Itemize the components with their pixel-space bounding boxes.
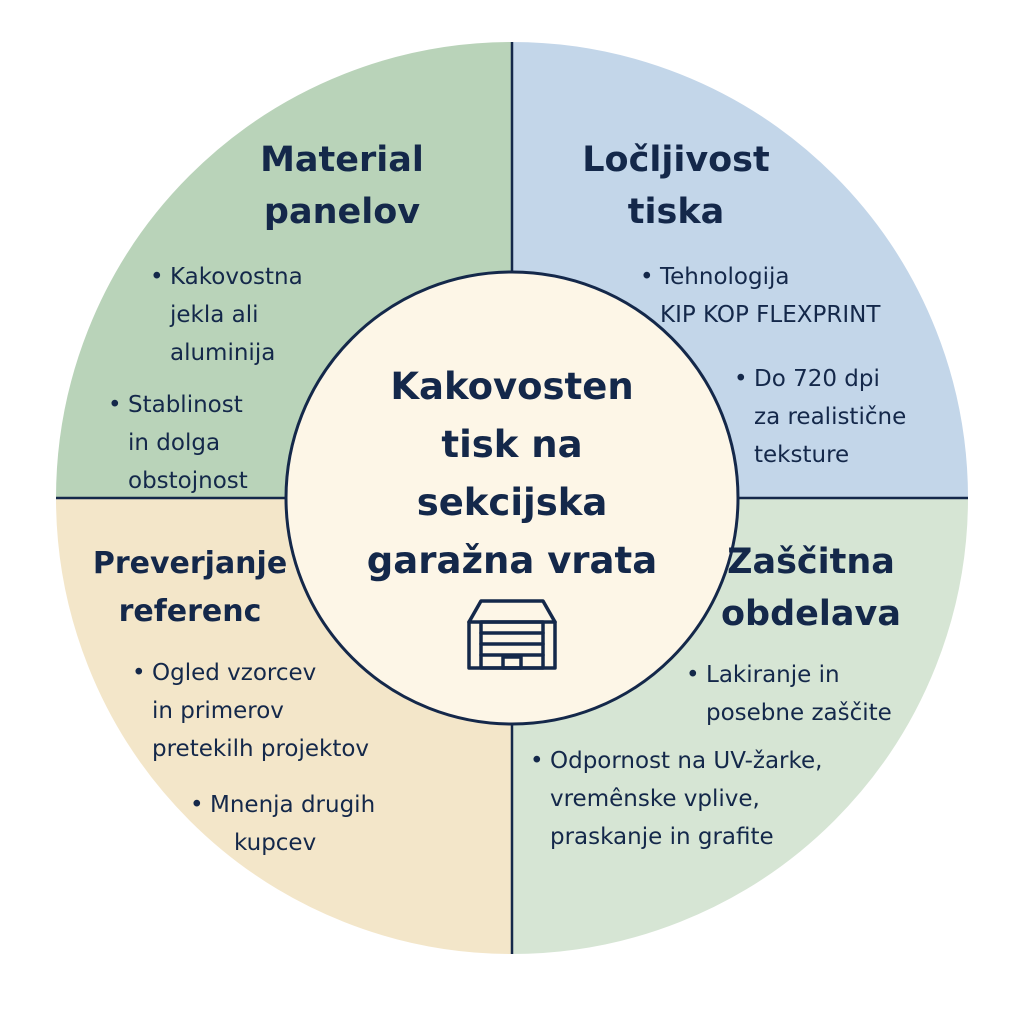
bullet-line [686,656,892,694]
bullet-dot-icon: • [108,392,122,418]
resolution-bullet-2 [734,360,906,474]
title-line: Kakovosten [390,365,634,408]
center-title [330,358,694,590]
bullet-line: KIP KOP FLEXPRINT [660,302,881,328]
title-line: obdelava [721,594,901,634]
resolution-bullet-1 [640,258,880,334]
title-line: referenc [118,594,262,629]
title-line: Material [260,140,424,180]
bullet-line: aluminija [170,340,276,366]
bullet-dot-icon: • [190,792,204,818]
bullet-dot-icon: • [734,366,748,392]
bullet-text: Stablinost [128,392,243,418]
material-bullet-2 [108,386,248,500]
bullet-line: in primerov [152,698,284,724]
bullet-line [190,786,375,824]
title-line: sekcijska [416,481,608,524]
bullet-text: Mnenja drugih [210,792,376,818]
bullet-line [108,386,248,424]
bullet-text: Lakiranje in [706,662,840,688]
bullet-line: obstojnost [128,468,248,494]
bullet-line [530,742,822,780]
quadrant-references-title [60,540,320,636]
bullet-text: Do 720 dpi [754,366,880,392]
bullet-line: teksture [754,442,850,468]
title-line: panelov [263,192,421,232]
bullet-text: Tehnologija [660,264,790,290]
finish-bullet-1 [686,656,892,732]
bullet-line: kupcev [234,830,317,856]
quadrant-material-title [212,134,472,238]
quadrant-finish-title [696,536,926,640]
title-line: Ločljivost [582,140,770,180]
bullet-line: za realistične [754,404,907,430]
bullet-line [150,258,303,296]
bullet-line: in dolga [128,430,221,456]
bullet-dot-icon: • [530,748,544,774]
title-line: tiska [627,192,725,232]
bullet-line: praskanje in grafite [550,824,774,850]
bullet-line: vremênske vplive, [550,786,760,812]
title-line: tisk na [441,423,583,466]
bullet-text: Ogled vzorcev [152,660,317,686]
bullet-line: jekla ali [170,302,259,328]
bullet-line [640,258,880,296]
bullet-dot-icon: • [132,660,146,686]
title-line: garažna vrata [366,539,658,582]
title-line: Preverjanje [92,546,288,581]
bullet-dot-icon: • [640,264,654,290]
bullet-line [734,360,906,398]
bullet-dot-icon: • [686,662,700,688]
references-bullet-1 [132,654,369,768]
title-line: Zaščitna [727,542,895,582]
bullet-text: Odpornost na UV-žarke, [550,748,823,774]
finish-bullet-2 [530,742,822,856]
bullet-text: Kakovostna [170,264,303,290]
material-bullet-1 [150,258,303,372]
quadrant-resolution-title [546,134,806,238]
references-bullet-2 [190,786,375,862]
bullet-dot-icon: • [150,264,164,290]
bullet-line: pretekilh projektov [152,736,370,762]
bullet-line: posebne zaščite [706,700,892,726]
bullet-line [132,654,369,692]
